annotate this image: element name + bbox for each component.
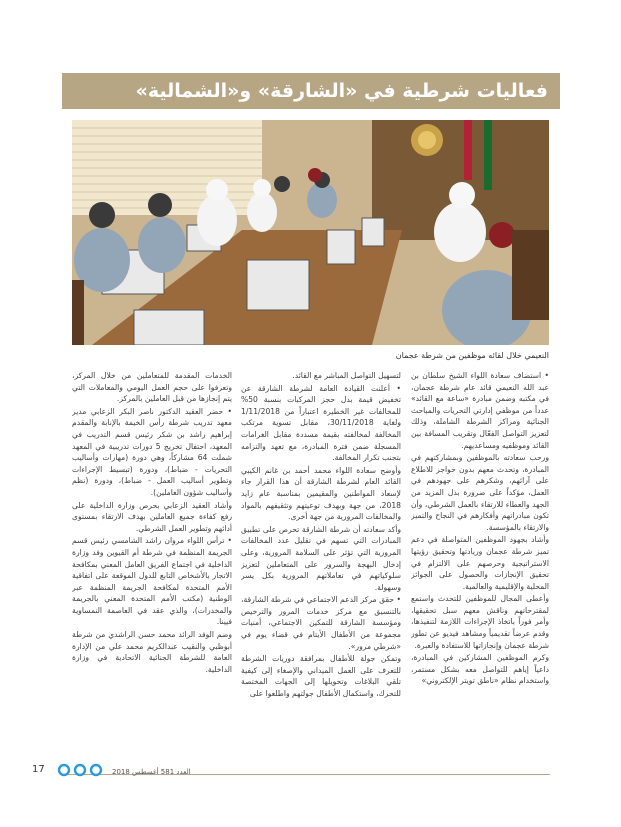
title-band: [62, 73, 560, 109]
paragraph: وأكد سعادته أن شرطة الشارقة تحرص على تطبيق المبادرات التي تسهم في تقليل عدد المخالفات المرورية التي تؤثر على السلامة المرورية، وعلى إدخال البهجة والسرور على المتعاملين لتعزيز سلوكياتهم في تعاملاتهم المرورية بكل يسر وسهولة.: [241, 524, 401, 592]
page-number: 17: [32, 764, 45, 775]
text-column-left: [72, 370, 232, 766]
paragraph: وأشاد العقيد الزعابي بحرص وزارة الداخلية على رفع كفاءة جميع العاملين بهدف الارتقاء بمستوى أدائهم وتطوير العمل الشرطي.: [72, 500, 232, 533]
paragraph: الخدمات المقدمة للمتعاملين من خلال المركز، وتعرفوا على حجم العمل اليومي والمعاملات التي يتم إنجازها من قبل العاملين بالمركز.: [72, 371, 232, 404]
text-column-right: [411, 370, 549, 766]
paragraph: وأشاد بجهود الموظفين المتواصلة في دعم تميز شرطة عجمان وريادتها وتحقيق رؤيتها الاستراتيجية وحرصهم على الالتزام في تحقيق الإنجازات والحصول على الجوائز المحلية والإقليمية والعالمية.: [411, 535, 549, 591]
paragraph: وأوضح سعادة اللواء محمد أحمد بن غانم الكيبي القائد العام لشرطة الشارقة أن هذا القرار جاء لإسعاد المواطنين والمقيمين بمناسبة عام زايد 2018، من جهة وبهدف توعيتهم وتثقيفهم بالمواد والمخالفات المرورية من جهة أخرى.: [241, 465, 401, 522]
paragraph: وكرم الموظفين المشاركين في المبادرة، داعياً إياهم للتواصل معه بشكل مستمر، واستخدام نظام «ناطق تويتر الإلكتروني»: [411, 653, 549, 686]
paragraph: • استضاف سعادة اللواء الشيخ سلطان بن عبد الله النعيمي قائد عام شرطة عجمان، في مكتبه وضمن مبادرة «ساعة مع القائد» عدداً من موظفي إدارتي التحريات والمباحث الجنائية ومراكز الشرطة الشاملة، وذلك لتعزيز التواصل الفعّال وتقريب المسافة بين القائد وموظفيه ومساعديهم.: [411, 371, 549, 450]
text-column-middle: [241, 370, 401, 766]
issue-info: العدد 581 أغسطس 2018: [112, 768, 191, 776]
article-title: فعاليات شرطية في «الشارقة» و«الشمالية»: [135, 80, 548, 102]
paragraph: وتمكن جولة للأطفال بمرافقة دوريات الشرطة للتعرف على العمل الميداني والإصغاء إلى كيفية تلقي البلاغات وتحويلها إلى الجهات المختصة للتحرك، واستكمال الأطفال جولتهم واطلعوا على: [241, 654, 401, 699]
paragraph: وضم الوفد الرائد محمد حسن الراشدي من شرطة أبوظبي والنقيب عبدالكريم محمد علي من الإدارة العامة للشرطة الجنائية الاتحادية في وزارة الداخلية.: [72, 630, 232, 674]
article-photo: [72, 120, 549, 345]
magazine-logo-icon: [56, 760, 106, 780]
meeting-photo-illustration: [72, 120, 549, 345]
photo-caption: النعيمي خلال لقائه موظفين من شرطة عجمان: [395, 351, 549, 360]
paragraph: • حضر العقيد الدكتور ناصر البكر الزعابي مدير معهد تدريب شرطة رأس الخيمة بالإنابة والمقدم إبراهيم راشد بن شكر رئيس قسم التدريب في المعهد، احتفال تخريج 5 دورات تدريبية في المعهد شملت 64 مشاركاً، وهي دورة (مهارات وأساليب التحريات - ضباط)، ودورة (تبسيط الإجراءات وتطوير أساليب العمل - ضباط)، ودورة (نظم وأساليب شؤون العاملين).: [72, 406, 232, 497]
paragraph: ورحب سعادته بالموظفين وبمشاركتهم في المبادرة، وتحدث معهم بدون حواجز للاطلاع على آرائهم، وشكرهم على جهودهم في العمل، مؤكداً على ضرورة بذل المزيد من الجهد والعطاء للارتقاء بالعمل الشرطي، وأن تكون مبادراتهم وأفكارهم في النجاح والتميز والارتقاء بالمؤسسة.: [411, 453, 549, 532]
paragraph: • أعلنت القيادة العامة لشرطة الشارقة عن تخفيض قيمة بدل حجز المركبات بنسبة 50% للمخالفات غير الخطيرة اعتباراً من 1/11/2018 ولغاية 30/11/2018، مقابل تسوية مرتكب المخالفة لمخالفته بقيمة مسددة مقابل الغرامات المسجلة ضمن فترة المبادرة، مع تعهد والتزامه بتجنب تكرار المخالفة.: [241, 383, 401, 463]
paragraph: وأعطى المجال للموظفين للتحدث واستمع لمقترحاتهم وناقش معهم سبل تحقيقها، وأمر فوراً باتخاذ الإجراءات اللازمة لتنفيذها، وقدم عرضاً تقديمياً ومشاهد فيديو عن تطور شرطة عجمان وإنجازاتها للاستفادة والعبرة.: [411, 594, 549, 650]
paragraph: لتسهيل التواصل المباشر مع القائد.: [292, 371, 401, 380]
paragraph: • ترأس اللواء مروان راشد الشامسي رئيس قسم الجريمة المنظمة في شرطة أم القيوين وفد وزارة الداخلية في اجتماع الفريق العامل المعني بمكافحة الاتجار بالأشخاص التابع للدول الموقعة على اتفاقية الأمم المتحدة لمكافحة الجريمة المنظمة عبر الوطنية (مكتب الأمم المتحدة المعني بالجريمة والمخدرات)، والذي عقد في العاصمة النمساوية فيينا.: [72, 536, 232, 627]
paragraph: • حقق مركز الدعم الاجتماعي في شرطة الشارقة، بالتنسيق مع مركز خدمات المرور والترخيص ومؤسسة الشارقة للتمكين الاجتماعي، أمنيات مجموعة من الأطفال الأيتام في قضاء يوم في «شرطي مرور».: [241, 595, 401, 651]
